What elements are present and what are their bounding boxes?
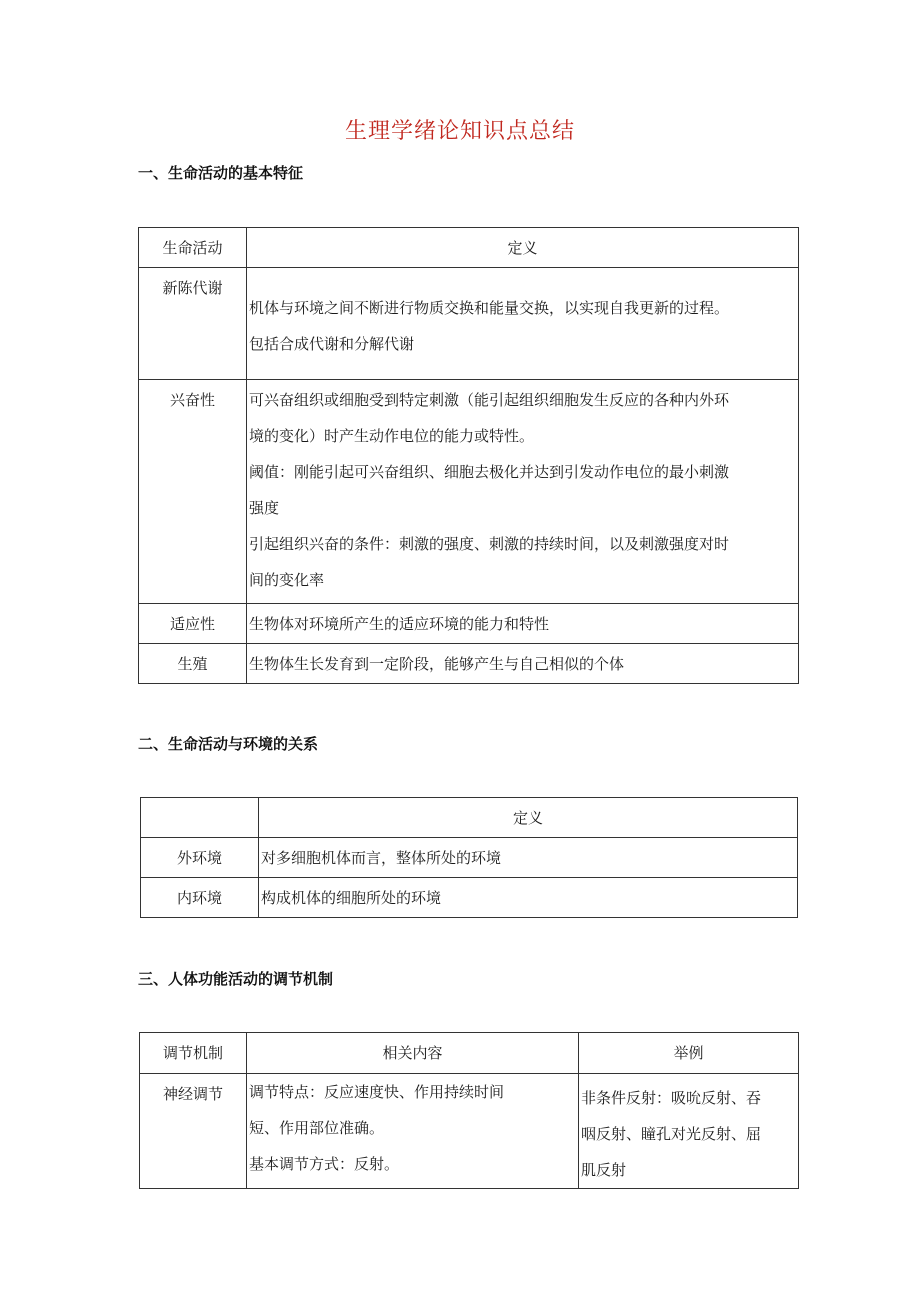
example-line: 非条件反射：吸吮反射、吞 — [581, 1089, 762, 1107]
row-adaptability-definition — [247, 604, 799, 644]
example-line: 肌反射 — [581, 1161, 627, 1179]
row-external-env-name: 外环境 — [141, 838, 259, 878]
definition-line: 间的变化率 — [249, 571, 325, 589]
header-content: 相关内容 — [247, 1033, 579, 1074]
row-excitability-definition — [247, 380, 799, 604]
row-internal-env-name: 内环境 — [141, 878, 259, 918]
row-excitability-name: 兴奋性 — [139, 380, 247, 604]
life-activity-table — [138, 227, 799, 684]
row-neural-regulation-content — [247, 1074, 579, 1189]
row-internal-env-definition: 构成机体的细胞所处的环境 — [259, 878, 798, 918]
section-1-heading: 一、生命活动的基本特征 — [138, 164, 304, 182]
header-life-activity: 生命活动 — [139, 228, 247, 268]
header-definition: 定义 — [259, 798, 798, 838]
environment-table — [140, 797, 798, 918]
definition-line: 引起组织兴奋的条件：刺激的强度、刺激的持续时间，以及刺激强度对时 — [249, 535, 730, 553]
content-line: 调节特点：反应速度快、作用持续时间 — [249, 1083, 505, 1101]
section-2-heading: 二、生命活动与环境的关系 — [138, 735, 319, 753]
header-example: 举例 — [579, 1033, 799, 1074]
row-metabolism-name: 新陈代谢 — [139, 268, 247, 380]
definition-line: 强度 — [249, 499, 280, 517]
content-line: 基本调节方式：反射。 — [249, 1155, 400, 1173]
header-definition: 定义 — [247, 228, 799, 268]
definition-line: 阈值：刚能引起可兴奋组织、细胞去极化并达到引发动作电位的最小刺激 — [249, 463, 730, 481]
header-mechanism: 调节机制 — [140, 1033, 247, 1074]
definition-line: 可兴奋组织或细胞受到特定刺激（能引起组织细胞发生反应的各种内外环 — [249, 391, 730, 409]
header-empty — [141, 798, 259, 838]
definition-line: 生物体对环境所产生的适应环境的能力和特性 — [249, 614, 550, 633]
row-metabolism-definition — [247, 268, 799, 380]
definition-line: 境的变化）时产生动作电位的能力或特性。 — [249, 427, 535, 445]
document-title: 生理学绪论知识点总结 — [344, 119, 575, 144]
content-line: 短、作用部位准确。 — [249, 1119, 385, 1137]
definition-line: 包括合成代谢和分解代谢 — [249, 335, 415, 353]
section-3-heading: 三、人体功能活动的调节机制 — [138, 970, 334, 988]
definition-line: 机体与环境之间不断进行物质交换和能量交换，以实现自我更新的过程。 — [249, 299, 730, 317]
row-reproduction-name: 生殖 — [139, 644, 247, 684]
row-external-env-definition: 对多细胞机体而言，整体所处的环境 — [259, 838, 798, 878]
definition-line: 生物体生长发育到一定阶段，能够产生与自己相似的个体 — [249, 654, 625, 673]
row-adaptability-name: 适应性 — [139, 604, 247, 644]
row-reproduction-definition — [247, 644, 799, 684]
row-neural-regulation-name: 神经调节 — [140, 1074, 247, 1189]
regulation-table — [139, 1032, 799, 1189]
row-neural-regulation-example — [579, 1074, 799, 1189]
example-line: 咽反射、瞳孔对光反射、屈 — [581, 1125, 762, 1143]
